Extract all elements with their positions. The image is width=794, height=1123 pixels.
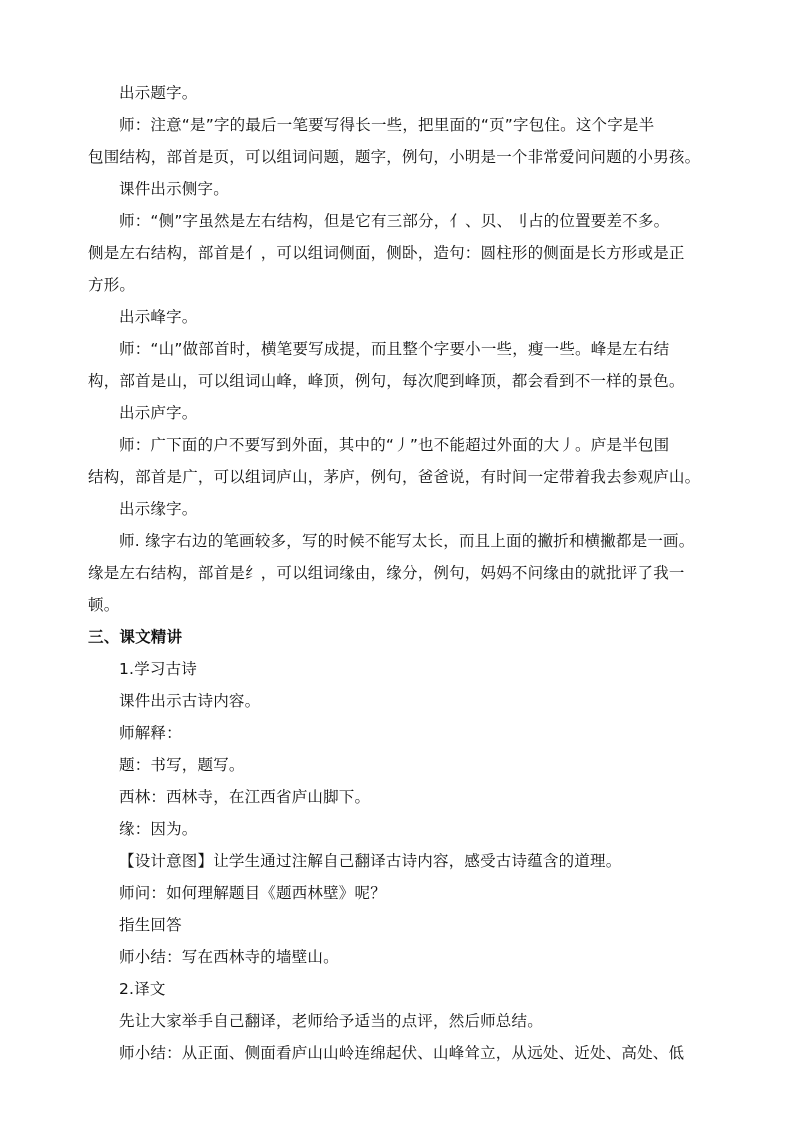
text-line: 包围结构，部首是页，可以组词问题，题字，例句，小明是一个非常爱问问题的小男孩。 (88, 148, 701, 166)
text-line: 西林：西林寺，在江西省庐山脚下。 (119, 788, 371, 806)
text-line: 结构，部首是广，可以组词庐山，茅庐，例句，爸爸说，有时间一定带着我去参观庐山。 (88, 468, 701, 486)
text-line: 缘：因为。 (119, 820, 198, 838)
text-line: 【设计意图】让学生通过注解自己翻译古诗内容，感受古诗蕴含的道理。 (119, 852, 622, 870)
text-line: 课件出示古诗内容。 (119, 692, 261, 710)
text-line: 顿。 (88, 596, 120, 614)
body-text (88, 77, 706, 1069)
section-heading: 三、课文精讲 (88, 628, 183, 646)
text-line: 构，部首是山，可以组词山峰，峰顶，例句，每次爬到峰顶，都会看到不一样的景色。 (88, 372, 685, 390)
text-line: 出示庐字。 (119, 404, 198, 422)
text-line: 课件出示侧字。 (119, 180, 229, 198)
text-line: 方形。 (88, 276, 136, 294)
text-line: 师解释： (119, 724, 182, 742)
text-line: 师问：如何理解题目《题西林壁》呢？ (119, 884, 386, 902)
text-line: 师：注意“是”字的最后一笔要写得长一些，把里面的“页”字包住。这个字是半 (119, 116, 655, 134)
text-line: 师. 缘字右边的笔画较多，写的时候不能写太长，而且上面的撇折和横撇都是一画。 (119, 532, 695, 550)
text-line: 出示题字。 (119, 84, 198, 102)
text-line: 先让大家举手自己翻译，老师给予适当的点评，然后师总结。 (119, 1012, 543, 1030)
text-line: 1.学习古诗 (119, 660, 197, 678)
text-line: 指生回答 (119, 916, 182, 934)
text-line: 出示缘字。 (119, 500, 198, 518)
text-line: 师：“山”做部首时，横笔要写成提，而且整个字要小一些，瘦一些。峰是左右结 (119, 340, 670, 358)
text-line: 缘是左右结构，部首是纟，可以组词缘由，缘分，例句，妈妈不问缘由的就批评了我一 (88, 564, 685, 582)
text-line: 师：“侧”字虽然是左右结构，但是它有三部分，亻、贝、刂占的位置要差不多。 (119, 212, 670, 230)
text-line: 2.译文 (119, 980, 166, 998)
text-line: 题：书写，题写。 (119, 756, 245, 774)
text-line: 师小结：写在西林寺的墙壁山。 (119, 948, 339, 966)
text-line: 侧是左右结构，部首是亻，可以组词侧面，侧卧，造句：圆柱形的侧面是长方形或是正 (88, 244, 685, 262)
text-line: 师小结：从正面、侧面看庐山山岭连绵起伏、山峰耸立，从远处、近处、高处、低 (119, 1044, 685, 1062)
text-line: 出示峰字。 (119, 308, 198, 326)
text-line: 师：广下面的户不要写到外面，其中的“丿”也不能超过外面的大丿。庐是半包围 (119, 436, 670, 454)
